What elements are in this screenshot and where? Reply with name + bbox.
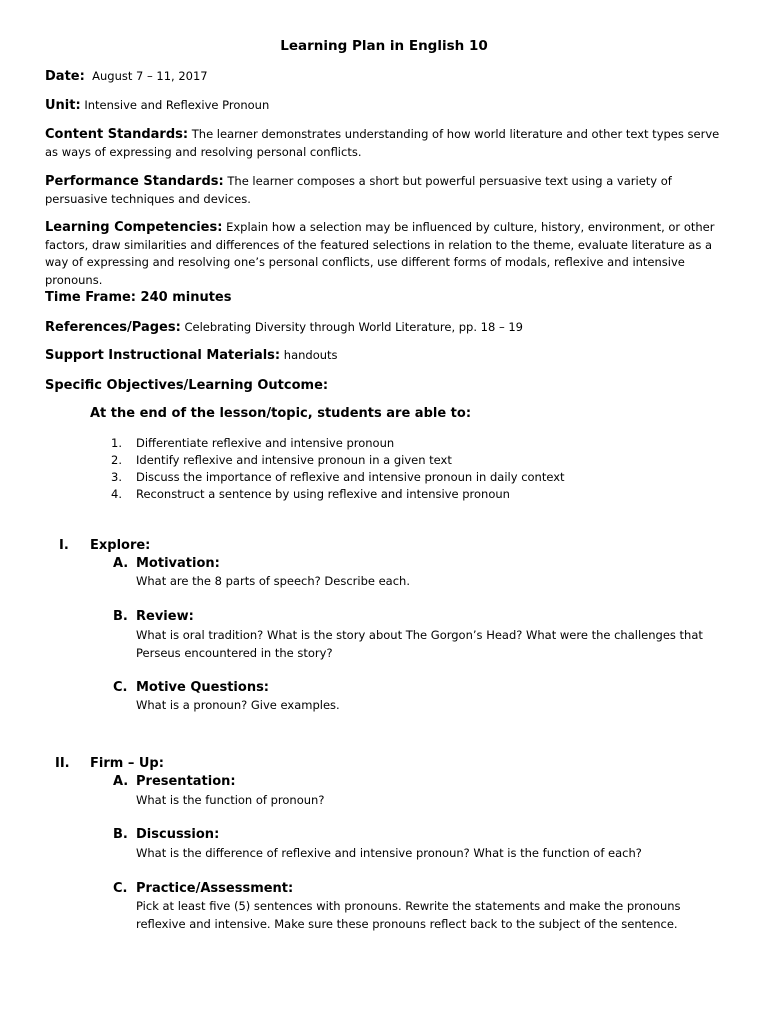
performance-standards-label: Performance Standards: xyxy=(45,174,224,189)
objective-number: 1. xyxy=(111,436,122,450)
unit-label: Unit: xyxy=(45,98,81,113)
objective-text: Identify reflexive and intensive pronoun in a given text xyxy=(136,453,452,467)
unit-value: Intensive and Reflexive Pronoun xyxy=(84,98,270,112)
section-number: I. xyxy=(59,538,69,553)
materials-text: handouts xyxy=(283,348,338,362)
subsection-text: What is the function of pronoun? xyxy=(136,793,325,807)
performance-standards-text: The learner composes a short but powerful persuasive text using a variety of persuasive techniques and devices. xyxy=(45,174,672,206)
page-title: Learning Plan in English 10 xyxy=(280,38,488,54)
subsection-letter: C. xyxy=(113,680,128,695)
subsection-letter: B. xyxy=(113,609,128,624)
subsection-text: Pick at least five (5) sentences with pronouns. Rewrite the statements and make the pronouns reflexive and intensive. Make sure these pronouns reflect back to the subject of the sentence. xyxy=(136,899,681,931)
date-field xyxy=(45,68,725,86)
subsection-text: What is oral tradition? What is the story about The Gorgon’s Head? What were the challenges that Perseus encountered in the story? xyxy=(136,628,703,660)
subsection-text: What is the difference of reflexive and intensive pronoun? What is the function of each? xyxy=(136,846,642,860)
content-standards-label: Content Standards: xyxy=(45,127,189,142)
objective-text: Discuss the importance of reflexive and intensive pronoun in daily context xyxy=(136,470,565,484)
subsection-title: Motivation: xyxy=(136,556,220,571)
objective-text: Differentiate reflexive and intensive pronoun xyxy=(136,436,395,450)
subsection-title: Presentation: xyxy=(136,774,236,789)
subsection-title: Practice/Assessment: xyxy=(136,881,294,896)
references-field xyxy=(45,319,725,337)
subsection-title: Motive Questions: xyxy=(136,680,270,695)
content-standards xyxy=(45,126,725,161)
objective-item xyxy=(111,486,510,503)
objective-number: 4. xyxy=(111,487,122,501)
section-title: Firm – Up: xyxy=(90,756,164,771)
subsection-letter: C. xyxy=(113,881,128,896)
content-standards-text: The learner demonstrates understanding of how world literature and other text types serve as ways of expressing and resolving personal conflicts. xyxy=(45,127,720,159)
objective-number: 3. xyxy=(111,470,122,484)
objectives-intro: At the end of the lesson/topic, students are able to: xyxy=(90,406,472,421)
section-title: Explore: xyxy=(90,538,151,553)
section-number: II. xyxy=(55,756,70,771)
materials-label: Support Instructional Materials: xyxy=(45,348,281,363)
unit-field xyxy=(45,97,725,115)
subsection-letter: A. xyxy=(113,556,129,571)
time-frame: Time Frame: 240 minutes xyxy=(45,290,232,305)
materials-field xyxy=(45,347,725,365)
subsection-text: What are the 8 parts of speech? Describe each. xyxy=(136,574,410,588)
subsection-letter: B. xyxy=(113,827,128,842)
references-text: Celebrating Diversity through World Literature, pp. 18 – 19 xyxy=(184,320,523,334)
date-value: August 7 – 11, 2017 xyxy=(92,69,208,83)
objectives-heading: Specific Objectives/Learning Outcome: xyxy=(45,378,329,393)
learning-competencies xyxy=(45,219,725,289)
subsection-text: What is a pronoun? Give examples. xyxy=(136,698,340,712)
objective-number: 2. xyxy=(111,453,122,467)
objective-text: Reconstruct a sentence by using reflexive and intensive pronoun xyxy=(136,487,510,501)
objective-item xyxy=(111,435,394,452)
references-label: References/Pages: xyxy=(45,320,181,335)
subsection-letter: A. xyxy=(113,774,129,789)
objective-item xyxy=(111,469,565,486)
performance-standards xyxy=(45,173,725,208)
learning-competencies-label: Learning Competencies: xyxy=(45,220,223,235)
objective-item xyxy=(111,452,452,469)
subsection-title: Review: xyxy=(136,609,194,624)
learning-competencies-text: Explain how a selection may be influenced by culture, history, environment, or other factors, draw similarities and differences of the featured selections in relation to the theme, evaluate literature as a way of expressing and resolving one’s personal conflicts, use different forms of modals, reflexive and intensive pronouns. xyxy=(45,220,715,287)
date-label: Date: xyxy=(45,69,85,84)
subsection-title: Discussion: xyxy=(136,827,220,842)
